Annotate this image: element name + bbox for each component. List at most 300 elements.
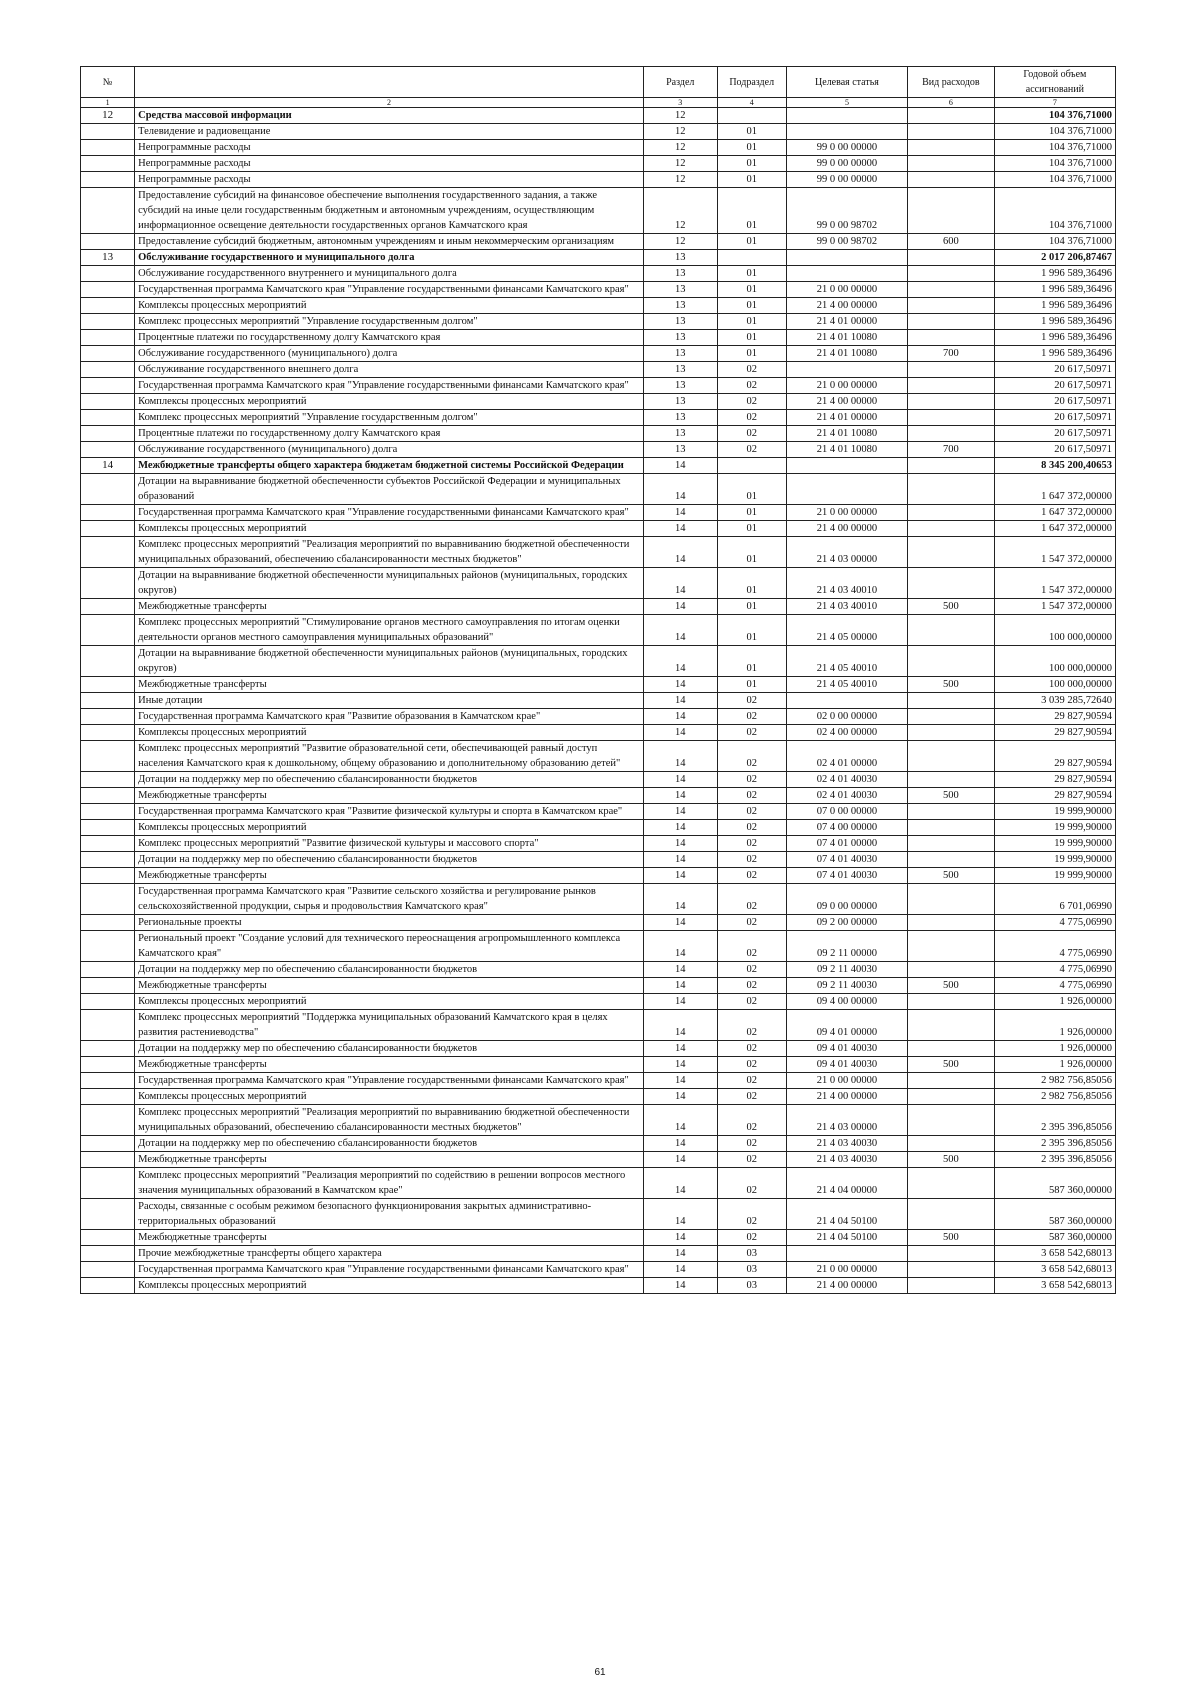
target-article-cell: 21 4 03 40010 xyxy=(786,599,907,615)
amount-cell: 2 017 206,87467 xyxy=(994,250,1115,266)
target-article-cell: 21 4 00 00000 xyxy=(786,521,907,537)
column-number: 5 xyxy=(786,98,907,108)
expense-type-cell xyxy=(908,1278,995,1294)
row-number-cell xyxy=(81,346,135,362)
section-cell: 13 xyxy=(643,410,717,426)
row-number-cell xyxy=(81,693,135,709)
subsection-cell: 02 xyxy=(717,410,786,426)
row-number-cell xyxy=(81,282,135,298)
expense-type-cell xyxy=(908,298,995,314)
table-row xyxy=(81,108,1116,124)
target-article-cell: 09 4 01 40030 xyxy=(786,1057,907,1073)
expense-type-cell xyxy=(908,140,995,156)
section-cell: 14 xyxy=(643,1057,717,1073)
item-name-cell: Дотации на поддержку мер по обеспечению сбалансированности бюджетов xyxy=(135,962,644,978)
item-name-cell: Обслуживание государственного внешнего долга xyxy=(135,362,644,378)
target-article-cell: 21 4 05 40010 xyxy=(786,646,907,677)
header-target-article: Целевая статья xyxy=(786,67,907,98)
item-name-cell: Межбюджетные трансферты xyxy=(135,788,644,804)
subsection-cell: 02 xyxy=(717,788,786,804)
target-article-cell: 21 4 04 00000 xyxy=(786,1168,907,1199)
target-article-cell: 21 4 00 00000 xyxy=(786,298,907,314)
row-number-cell xyxy=(81,1278,135,1294)
row-number-cell xyxy=(81,1073,135,1089)
subsection-cell: 02 xyxy=(717,426,786,442)
amount-cell: 100 000,00000 xyxy=(994,646,1115,677)
header-subsection: Подраздел xyxy=(717,67,786,98)
section-cell: 14 xyxy=(643,599,717,615)
item-name-cell: Предоставление субсидий бюджетным, автономным учреждениям и иным некоммерческим организациям xyxy=(135,234,644,250)
expense-type-cell xyxy=(908,646,995,677)
row-number-cell xyxy=(81,188,135,234)
table-row xyxy=(81,1105,1116,1136)
section-cell: 12 xyxy=(643,108,717,124)
table-row xyxy=(81,915,1116,931)
amount-cell: 104 376,71000 xyxy=(994,156,1115,172)
item-name-cell: Комплексы процессных мероприятий xyxy=(135,1278,644,1294)
subsection-cell: 01 xyxy=(717,599,786,615)
subsection-cell: 02 xyxy=(717,1057,786,1073)
section-cell: 14 xyxy=(643,978,717,994)
item-name-cell: Дотации на поддержку мер по обеспечению сбалансированности бюджетов xyxy=(135,852,644,868)
amount-cell: 20 617,50971 xyxy=(994,442,1115,458)
amount-cell: 1 547 372,00000 xyxy=(994,568,1115,599)
row-number-cell xyxy=(81,725,135,741)
section-cell: 14 xyxy=(643,1089,717,1105)
table-row xyxy=(81,266,1116,282)
expense-type-cell: 700 xyxy=(908,442,995,458)
subsection-cell: 02 xyxy=(717,915,786,931)
item-name-cell: Государственная программа Камчатского края "Развитие физической культуры и спорта в Камчатском крае" xyxy=(135,804,644,820)
subsection-cell: 02 xyxy=(717,1152,786,1168)
expense-type-cell xyxy=(908,772,995,788)
table-row xyxy=(81,646,1116,677)
item-name-cell: Комплекс процессных мероприятий "Поддержка муниципальных образований Камчатского края в целях развития растениеводства" xyxy=(135,1010,644,1041)
subsection-cell: 01 xyxy=(717,521,786,537)
item-name-cell: Непрограммные расходы xyxy=(135,156,644,172)
row-number-cell xyxy=(81,962,135,978)
section-cell: 14 xyxy=(643,568,717,599)
subsection-cell: 01 xyxy=(717,568,786,599)
table-body xyxy=(81,108,1116,1294)
subsection-cell: 02 xyxy=(717,1089,786,1105)
amount-cell: 19 999,90000 xyxy=(994,804,1115,820)
row-number-cell xyxy=(81,330,135,346)
table-row xyxy=(81,172,1116,188)
expense-type-cell xyxy=(908,378,995,394)
item-name-cell: Межбюджетные трансферты xyxy=(135,1152,644,1168)
row-number-cell xyxy=(81,378,135,394)
row-number-cell xyxy=(81,1246,135,1262)
expense-type-cell xyxy=(908,362,995,378)
row-number-cell xyxy=(81,314,135,330)
section-cell: 14 xyxy=(643,884,717,915)
section-cell: 12 xyxy=(643,124,717,140)
target-article-cell: 09 2 00 00000 xyxy=(786,915,907,931)
item-name-cell: Обслуживание государственного (муниципального) долга xyxy=(135,442,644,458)
row-number-cell xyxy=(81,868,135,884)
row-number-cell xyxy=(81,1136,135,1152)
expense-type-cell xyxy=(908,884,995,915)
subsection-cell: 02 xyxy=(717,978,786,994)
section-cell: 12 xyxy=(643,234,717,250)
table-row xyxy=(81,677,1116,693)
target-article-cell: 02 0 00 00000 xyxy=(786,709,907,725)
amount-cell: 1 647 372,00000 xyxy=(994,505,1115,521)
section-cell: 13 xyxy=(643,442,717,458)
subsection-cell: 02 xyxy=(717,852,786,868)
target-article-cell xyxy=(786,250,907,266)
column-number: 1 xyxy=(81,98,135,108)
target-article-cell: 21 4 00 00000 xyxy=(786,394,907,410)
amount-cell: 19 999,90000 xyxy=(994,820,1115,836)
item-name-cell: Непрограммные расходы xyxy=(135,140,644,156)
target-article-cell: 09 4 01 40030 xyxy=(786,1041,907,1057)
section-cell: 14 xyxy=(643,741,717,772)
expense-type-cell xyxy=(908,124,995,140)
target-article-cell: 09 0 00 00000 xyxy=(786,884,907,915)
row-number-cell xyxy=(81,362,135,378)
table-header-row xyxy=(81,67,1116,98)
amount-cell: 1 647 372,00000 xyxy=(994,521,1115,537)
target-article-cell xyxy=(786,362,907,378)
item-name-cell: Расходы, связанные с особым режимом безопасного функционирования закрытых административно-территориальных образований xyxy=(135,1199,644,1230)
item-name-cell: Межбюджетные трансферты xyxy=(135,677,644,693)
amount-cell: 19 999,90000 xyxy=(994,868,1115,884)
target-article-cell xyxy=(786,693,907,709)
expense-type-cell xyxy=(908,394,995,410)
target-article-cell: 21 4 05 40010 xyxy=(786,677,907,693)
row-number-cell xyxy=(81,1152,135,1168)
table-row xyxy=(81,140,1116,156)
target-article-cell xyxy=(786,108,907,124)
row-number-cell xyxy=(81,474,135,505)
expense-type-cell xyxy=(908,1010,995,1041)
row-number-cell xyxy=(81,1262,135,1278)
row-number-cell xyxy=(81,884,135,915)
item-name-cell: Обслуживание государственного (муниципального) долга xyxy=(135,346,644,362)
subsection-cell xyxy=(717,250,786,266)
subsection-cell: 01 xyxy=(717,266,786,282)
expense-type-cell xyxy=(908,188,995,234)
expense-type-cell xyxy=(908,1089,995,1105)
subsection-cell: 01 xyxy=(717,234,786,250)
row-number-cell xyxy=(81,537,135,568)
expense-type-cell xyxy=(908,458,995,474)
section-cell: 14 xyxy=(643,458,717,474)
subsection-cell: 02 xyxy=(717,1010,786,1041)
item-name-cell: Дотации на поддержку мер по обеспечению сбалансированности бюджетов xyxy=(135,1136,644,1152)
amount-cell: 19 999,90000 xyxy=(994,836,1115,852)
table-row xyxy=(81,1246,1116,1262)
section-cell: 13 xyxy=(643,346,717,362)
target-article-cell: 07 0 00 00000 xyxy=(786,804,907,820)
amount-cell: 3 658 542,68013 xyxy=(994,1246,1115,1262)
table-row xyxy=(81,394,1116,410)
item-name-cell: Государственная программа Камчатского края "Развитие сельского хозяйства и регулирование рынков сельскохозяйственной продукции, сырья и продовольствия Камчатского края" xyxy=(135,884,644,915)
item-name-cell: Государственная программа Камчатского края "Развитие образования в Камчатском крае" xyxy=(135,709,644,725)
amount-cell: 1 926,00000 xyxy=(994,1057,1115,1073)
item-name-cell: Дотации на поддержку мер по обеспечению сбалансированности бюджетов xyxy=(135,772,644,788)
expense-type-cell xyxy=(908,709,995,725)
subsection-cell: 01 xyxy=(717,505,786,521)
subsection-cell: 01 xyxy=(717,677,786,693)
target-article-cell: 02 4 01 40030 xyxy=(786,772,907,788)
table-row xyxy=(81,362,1116,378)
amount-cell: 3 658 542,68013 xyxy=(994,1278,1115,1294)
expense-type-cell xyxy=(908,1105,995,1136)
row-number-cell xyxy=(81,836,135,852)
subsection-cell: 02 xyxy=(717,725,786,741)
table-row xyxy=(81,804,1116,820)
amount-cell: 20 617,50971 xyxy=(994,362,1115,378)
item-name-cell: Комплекс процессных мероприятий "Управление государственным долгом" xyxy=(135,314,644,330)
subsection-cell: 02 xyxy=(717,394,786,410)
row-number-cell xyxy=(81,1057,135,1073)
target-article-cell: 21 4 01 10080 xyxy=(786,442,907,458)
section-cell: 14 xyxy=(643,994,717,1010)
row-number-cell xyxy=(81,1230,135,1246)
item-name-cell: Комплексы процессных мероприятий xyxy=(135,820,644,836)
target-article-cell: 21 0 00 00000 xyxy=(786,282,907,298)
section-cell: 13 xyxy=(643,266,717,282)
item-name-cell: Комплекс процессных мероприятий "Реализация мероприятий по содействию в решении вопросов местного значения муниципальных образований в Камчатском крае" xyxy=(135,1168,644,1199)
section-cell: 14 xyxy=(643,1105,717,1136)
subsection-cell: 02 xyxy=(717,378,786,394)
expense-type-cell xyxy=(908,1041,995,1057)
amount-cell: 1 926,00000 xyxy=(994,1041,1115,1057)
amount-cell: 4 775,06990 xyxy=(994,962,1115,978)
table-row xyxy=(81,282,1116,298)
row-number-cell xyxy=(81,266,135,282)
target-article-cell: 21 0 00 00000 xyxy=(786,505,907,521)
table-row xyxy=(81,410,1116,426)
section-cell: 14 xyxy=(643,1230,717,1246)
table-row xyxy=(81,836,1116,852)
subsection-cell: 01 xyxy=(717,646,786,677)
table-row xyxy=(81,188,1116,234)
expense-type-cell xyxy=(908,852,995,868)
expense-type-cell xyxy=(908,505,995,521)
item-name-cell: Межбюджетные трансферты xyxy=(135,868,644,884)
target-article-cell: 07 4 01 40030 xyxy=(786,868,907,884)
row-number-cell xyxy=(81,410,135,426)
section-cell: 13 xyxy=(643,314,717,330)
row-number-cell xyxy=(81,124,135,140)
row-number-cell xyxy=(81,1010,135,1041)
section-cell: 14 xyxy=(643,1246,717,1262)
section-cell: 13 xyxy=(643,330,717,346)
expense-type-cell xyxy=(908,962,995,978)
target-article-cell: 21 4 01 10080 xyxy=(786,346,907,362)
target-article-cell: 21 4 01 00000 xyxy=(786,314,907,330)
section-cell: 14 xyxy=(643,788,717,804)
target-article-cell: 99 0 00 00000 xyxy=(786,172,907,188)
section-cell: 14 xyxy=(643,1199,717,1230)
table-row xyxy=(81,868,1116,884)
row-number-cell: 14 xyxy=(81,458,135,474)
column-number: 4 xyxy=(717,98,786,108)
item-name-cell: Межбюджетные трансферты xyxy=(135,1230,644,1246)
section-cell: 14 xyxy=(643,677,717,693)
table-row xyxy=(81,741,1116,772)
subsection-cell: 02 xyxy=(717,362,786,378)
table-row xyxy=(81,978,1116,994)
amount-cell: 1 926,00000 xyxy=(994,1010,1115,1041)
section-cell: 12 xyxy=(643,156,717,172)
expense-type-cell xyxy=(908,250,995,266)
item-name-cell: Обслуживание государственного и муниципального долга xyxy=(135,250,644,266)
table-row xyxy=(81,1041,1116,1057)
subsection-cell: 03 xyxy=(717,1278,786,1294)
amount-cell: 1 647 372,00000 xyxy=(994,474,1115,505)
section-cell: 13 xyxy=(643,250,717,266)
expense-type-cell xyxy=(908,282,995,298)
section-cell: 14 xyxy=(643,804,717,820)
amount-cell: 1 996 589,36496 xyxy=(994,346,1115,362)
table-row xyxy=(81,442,1116,458)
expense-type-cell xyxy=(908,1073,995,1089)
expense-type-cell: 500 xyxy=(908,677,995,693)
header-number: № xyxy=(81,67,135,98)
table-row xyxy=(81,709,1116,725)
item-name-cell: Государственная программа Камчатского края "Управление государственными финансами Камчатского края" xyxy=(135,505,644,521)
column-number: 6 xyxy=(908,98,995,108)
expense-type-cell xyxy=(908,615,995,646)
amount-cell: 1 996 589,36496 xyxy=(994,266,1115,282)
table-row xyxy=(81,615,1116,646)
target-article-cell: 21 4 03 00000 xyxy=(786,1105,907,1136)
row-number-cell xyxy=(81,599,135,615)
section-cell: 14 xyxy=(643,962,717,978)
target-article-cell xyxy=(786,474,907,505)
target-article-cell: 09 2 11 40030 xyxy=(786,962,907,978)
row-number-cell xyxy=(81,677,135,693)
subsection-cell: 02 xyxy=(717,772,786,788)
target-article-cell: 21 4 04 50100 xyxy=(786,1230,907,1246)
expense-type-cell: 500 xyxy=(908,868,995,884)
amount-cell: 104 376,71000 xyxy=(994,172,1115,188)
amount-cell: 1 996 589,36496 xyxy=(994,314,1115,330)
expense-type-cell xyxy=(908,156,995,172)
section-cell: 14 xyxy=(643,725,717,741)
target-article-cell: 02 4 00 00000 xyxy=(786,725,907,741)
subsection-cell: 01 xyxy=(717,537,786,568)
item-name-cell: Дотации на выравнивание бюджетной обеспеченности муниципальных районов (муниципальных, городских округов) xyxy=(135,568,644,599)
item-name-cell: Предоставление субсидий на финансовое обеспечение выполнения государственного задания, а также субсидий на иные цели государственным бюджетным и автономным учреждениям, осуществляющим информационное освещение деятельности государственных органов Камчатского края xyxy=(135,188,644,234)
table-row xyxy=(81,599,1116,615)
subsection-cell: 01 xyxy=(717,172,786,188)
section-cell: 14 xyxy=(643,1152,717,1168)
expense-type-cell xyxy=(908,474,995,505)
target-article-cell xyxy=(786,124,907,140)
subsection-cell: 02 xyxy=(717,442,786,458)
row-number-cell xyxy=(81,1089,135,1105)
subsection-cell: 01 xyxy=(717,298,786,314)
amount-cell: 20 617,50971 xyxy=(994,426,1115,442)
expense-type-cell: 500 xyxy=(908,1152,995,1168)
item-name-cell: Межбюджетные трансферты xyxy=(135,1057,644,1073)
amount-cell: 19 999,90000 xyxy=(994,852,1115,868)
target-article-cell: 99 0 00 98702 xyxy=(786,234,907,250)
expense-type-cell xyxy=(908,521,995,537)
section-cell: 14 xyxy=(643,1168,717,1199)
expense-type-cell xyxy=(908,1136,995,1152)
target-article-cell: 21 4 01 10080 xyxy=(786,330,907,346)
expense-type-cell xyxy=(908,931,995,962)
section-cell: 14 xyxy=(643,772,717,788)
row-number-cell xyxy=(81,978,135,994)
expense-type-cell xyxy=(908,537,995,568)
item-name-cell: Дотации на выравнивание бюджетной обеспеченности субъектов Российской Федерации и муниципальных образований xyxy=(135,474,644,505)
column-number: 3 xyxy=(643,98,717,108)
target-article-cell: 99 0 00 98702 xyxy=(786,188,907,234)
item-name-cell: Средства массовой информации xyxy=(135,108,644,124)
target-article-cell: 21 4 01 00000 xyxy=(786,410,907,426)
table-row xyxy=(81,298,1116,314)
item-name-cell: Межбюджетные трансферты общего характера бюджетам бюджетной системы Российской Федерации xyxy=(135,458,644,474)
table-row xyxy=(81,931,1116,962)
table-row xyxy=(81,1152,1116,1168)
expense-type-cell: 500 xyxy=(908,788,995,804)
amount-cell: 20 617,50971 xyxy=(994,394,1115,410)
section-cell: 14 xyxy=(643,1262,717,1278)
table-row xyxy=(81,788,1116,804)
target-article-cell: 21 4 00 00000 xyxy=(786,1278,907,1294)
expense-type-cell: 500 xyxy=(908,1230,995,1246)
subsection-cell: 03 xyxy=(717,1246,786,1262)
amount-cell: 104 376,71000 xyxy=(994,108,1115,124)
amount-cell: 100 000,00000 xyxy=(994,615,1115,646)
row-number-cell xyxy=(81,1041,135,1057)
expense-type-cell: 700 xyxy=(908,346,995,362)
header-annual-amount: Годовой объем ассигнований xyxy=(994,67,1115,98)
row-number-cell xyxy=(81,931,135,962)
section-cell: 14 xyxy=(643,820,717,836)
table-row xyxy=(81,1230,1116,1246)
amount-cell: 587 360,00000 xyxy=(994,1168,1115,1199)
column-number: 7 xyxy=(994,98,1115,108)
table-row xyxy=(81,568,1116,599)
amount-cell: 100 000,00000 xyxy=(994,677,1115,693)
item-name-cell: Непрограммные расходы xyxy=(135,172,644,188)
item-name-cell: Иные дотации xyxy=(135,693,644,709)
page-number: 61 xyxy=(594,1667,606,1678)
expense-type-cell xyxy=(908,426,995,442)
expense-type-cell xyxy=(908,330,995,346)
row-number-cell xyxy=(81,994,135,1010)
item-name-cell: Комплекс процессных мероприятий "Реализация мероприятий по выравниванию бюджетной обеспеченности муниципальных образований, обеспечению сбалансированности местных бюджетов" xyxy=(135,537,644,568)
table-row xyxy=(81,458,1116,474)
section-cell: 13 xyxy=(643,298,717,314)
item-name-cell: Процентные платежи по государственному долгу Камчатского края xyxy=(135,330,644,346)
table-row xyxy=(81,693,1116,709)
row-number-cell xyxy=(81,1199,135,1230)
table-row xyxy=(81,314,1116,330)
table-row xyxy=(81,1199,1116,1230)
subsection-cell: 01 xyxy=(717,156,786,172)
expense-type-cell xyxy=(908,1168,995,1199)
amount-cell: 2 395 396,85056 xyxy=(994,1105,1115,1136)
row-number-cell xyxy=(81,172,135,188)
row-number-cell xyxy=(81,772,135,788)
item-name-cell: Государственная программа Камчатского края "Управление государственными финансами Камчатского края" xyxy=(135,378,644,394)
table-row xyxy=(81,378,1116,394)
target-article-cell: 21 4 05 00000 xyxy=(786,615,907,646)
item-name-cell: Комплекс процессных мероприятий "Развитие образовательной сети, обеспечивающей равный доступ населения Камчатского края к дошкольному, общему образованию и дополнительному образованию детей" xyxy=(135,741,644,772)
expense-type-cell xyxy=(908,804,995,820)
expense-type-cell xyxy=(908,1246,995,1262)
